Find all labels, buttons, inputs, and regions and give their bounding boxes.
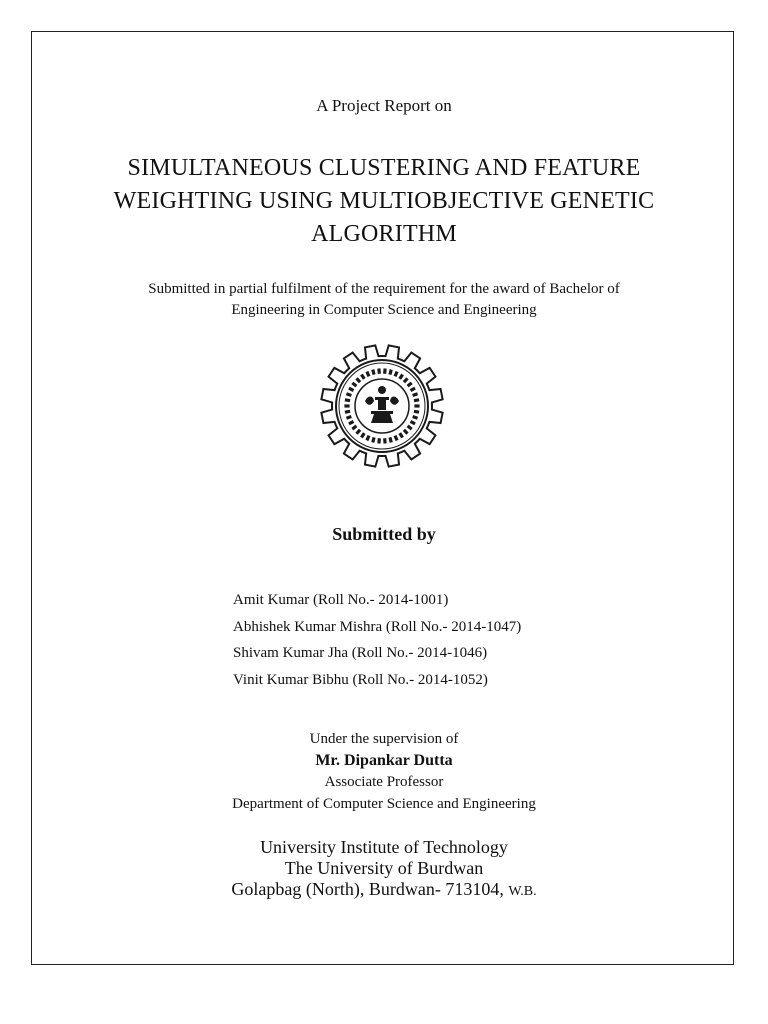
report-title [0, 152, 768, 251]
institution-block [0, 837, 768, 902]
title-line: ALGORITHM [311, 221, 457, 247]
submitted-by-heading: Submitted by [332, 524, 436, 544]
supervisor-name: Mr. Dipankar Dutta [315, 752, 453, 769]
submission-line: Submitted in partial fulfilment of the requirement for the award of Bachelor of [148, 281, 620, 297]
list-item: Vinit Kumar Bibhu (Roll No.- 2014-1052) [233, 671, 488, 688]
report-intro: A Project Report on [316, 96, 452, 115]
address-text: Golapbag (North), Burdwan- 713104, [231, 879, 504, 899]
student-list [233, 590, 521, 696]
supervisor-designation: Associate Professor [324, 774, 444, 790]
supervisor-department: Department of Computer Science and Engineering [232, 796, 536, 812]
title-line: SIMULTANEOUS CLUSTERING AND FEATURE [127, 155, 641, 181]
institution-address [0, 879, 768, 902]
university-seal-icon [319, 343, 445, 469]
list-item: Abhishek Kumar Mishra (Roll No.- 2014-1047) [233, 618, 522, 635]
address-suffix: W.B. [508, 884, 537, 899]
submission-statement [0, 279, 768, 321]
submission-line: Engineering in Computer Science and Engineering [231, 302, 537, 318]
institution-line: The University of Burdwan [284, 858, 484, 878]
list-item: Amit Kumar (Roll No.- 2014-1001) [233, 592, 449, 608]
supervision-intro: Under the supervision of [309, 731, 459, 747]
list-item: Shivam Kumar Jha (Roll No.- 2014-1046) [233, 645, 488, 661]
title-line: WEIGHTING USING MULTIOBJECTIVE GENETIC [113, 188, 655, 214]
institution-line: University Institute of Technology [260, 837, 508, 857]
